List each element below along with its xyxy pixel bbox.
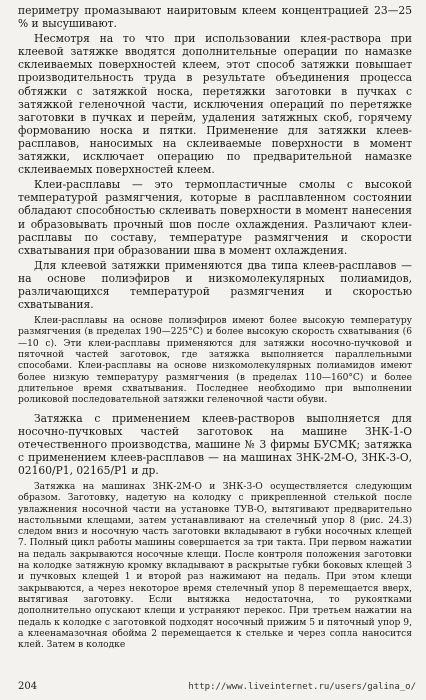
paragraph: Клеи-расплавы — это термопластичные смолы с высокой температурой размягчения, которые в расплавленном состоянии обладают способностью склеивать поверхности в момент нанесения и образовывать прочный шов после охлаждения. Различают клеи-расплавы по составу, температуре размягчения и скорости схватывания при образовании шва в момент охлаждения. <box>18 178 412 257</box>
text-body <box>18 4 412 651</box>
source-url-watermark: http://www.liveinternet.ru/users/galina_o/ <box>188 682 416 692</box>
paragraph: Затяжка на машинах ЗНК-2М-О и ЗНК-3-О осуществляется следующим образом. Заготовку, надетую на колодку с прикрепленной стелькой после увлажнения носочной части на установке ТУВ-О, вытягивают предварительно настольными клещами, затем устанавливают на стелечный упор 8 (рис. 24.3) следом вниз и носочную часть заготовки вкладывают в губки носочных клещей 7. Полный цикл работы машины совершается за три такта. При первом нажатии на педаль закрываются носочные клещи. После контроля положения заготовки на колодке затяжную кромку вкладывают в раскрытые губки боковых клещей 3 и пучковых клещей 1 и второй раз нажимают на педаль. При этом клещи закрываются, а через некоторое время стелечный упор 8 перемещается вверх, вытягивая заготовку. Если вытяжка недостаточна, то рукоятками дополнительно опускают клещи и устраняют перекос. При третьем нажатии на педаль к колодке с заготовкой подходят носочный прижим 5 и пяточный упор 9, а клеенамазочная обойма 2 перемещается к стельке и через сопла наносится клей. Затем в колодке <box>18 482 412 651</box>
paragraph: Затяжка с применением клеев-растворов выполняется для носочно-пучковых частей заготовок на машине ЗНК-1-О отечественного производства, машине № 3 фирмы БУСМК; затяжка с применением клеев-расплавов — на машинах ЗНК-2М-О, ЗНК-3-О, 02160/Р1, 02165/Р1 и др. <box>18 411 412 477</box>
paragraph: Клеи-расплавы на основе полиэфиров имеют более высокую температуру размягчения (в пределах 190—225°С) и более высокую скорость схватывания (6—10 с). Эти клеи-расплавы применяются для затяжки носочно-пучковой и пяточной частей заготовок, где затяжка выполняется параллельными способами. Клеи-расплавы на основе низкомолекулярных полиамидов имеют более низкую температуру размягчения (в пределах 110—160°С) и более длительное время схватывания. Последнее необходимо при выполнении роликовой последовательной затяжки геленочной части обуви. <box>18 316 412 406</box>
paragraph: Несмотря на то что при использовании клея-раствора при клеевой затяжке вводятся дополнительные операции по намазке склеиваемых поверхностей клеем, этот способ затяжки повышает производительность труда в результате объединения процесса обтяжки с затяжкой носка, перетяжки заготовки в пучках с затяжкой геленочной части, исключения операций по перетяжке заготовки в пучках и перейм, удаления затяжных скоб, горячему формованию носка и пятки. Применение для затяжки клеев-расплавов, наносимых на склеиваемые поверхности в момент затяжки, исключает операцию по предварительной намазке склеиваемых поверхностей клеем. <box>18 32 412 177</box>
paragraph: Для клеевой затяжки применяются два типа клеев-расплавов — на основе полиэфиров и низкомолекулярных полиамидов, различающихся температурой размягчения и скоростью схватывания. <box>18 258 412 312</box>
paragraph: периметру промазывают наиритовым клеем концентрацией 23—25 % и высушивают. <box>18 4 412 31</box>
page-number: 204 <box>18 681 38 692</box>
